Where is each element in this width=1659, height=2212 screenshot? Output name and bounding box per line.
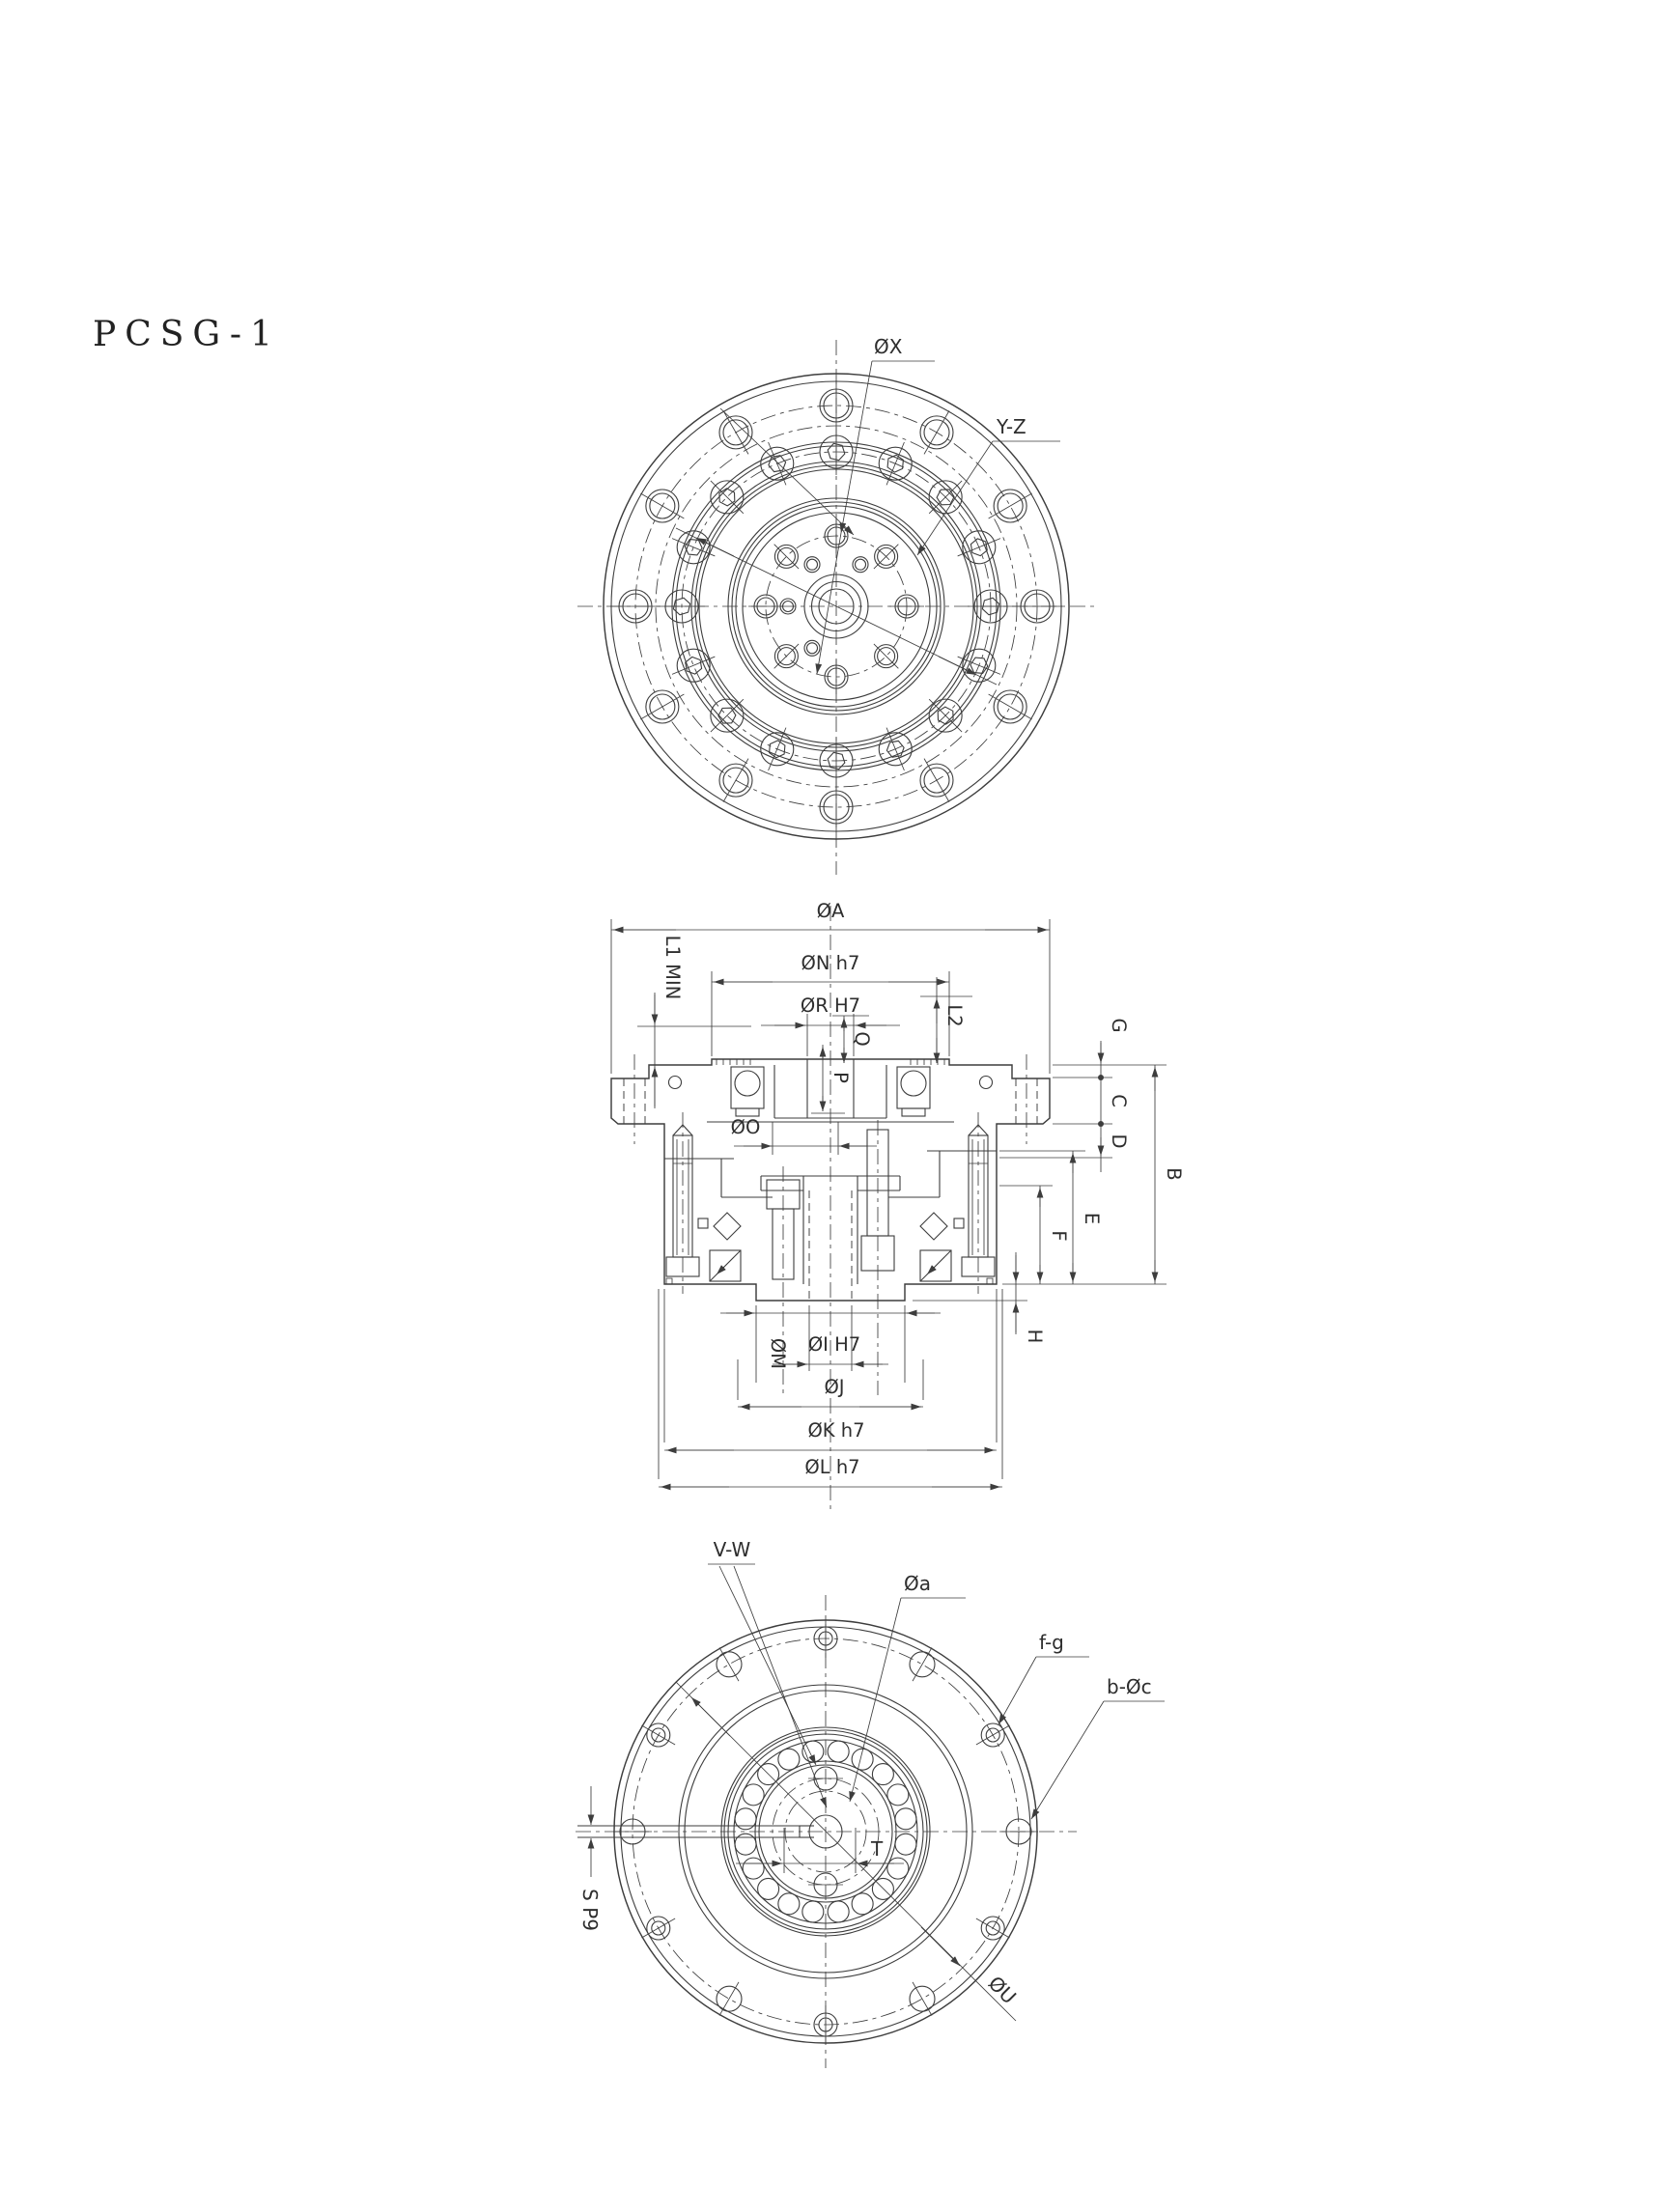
label-v-w: V-W [713,1538,751,1561]
hole-tick [989,493,1032,518]
hole-tick [913,1647,932,1681]
mounting-screw-right [962,1112,995,1294]
label-dia-small-a: Øa [904,1572,931,1595]
bolt-hole [807,559,818,570]
bearing-ball [758,1878,779,1899]
hole-tick [719,1647,739,1681]
bearing-ball [802,1901,824,1922]
dim-label-dia-a: ØA [816,900,845,922]
hole-tick [640,493,684,518]
dim-label-dia-l: ØL h7 [804,1456,860,1478]
cross-roller-left [698,1213,741,1281]
dim-label-dia-n: ØN h7 [801,952,860,974]
bearing-ball [735,1834,756,1855]
dim-label-c: C [1108,1094,1130,1107]
bolt-hole [807,643,818,654]
flange-hole-left [624,1054,645,1144]
dim-label-dia-r: ØR H7 [800,994,861,1017]
leader-dia-x [817,361,935,674]
dim-label-h: H [1024,1329,1046,1344]
dim-label-dia-k: ØK h7 [807,1419,865,1442]
dim-label-dia-m: ØM [767,1337,789,1370]
bearing-ball [778,1749,800,1770]
cross-roller-right [920,1213,964,1281]
hole-tick [924,759,949,802]
dim-label-f: F [1048,1230,1070,1242]
dim-label-dia-u: ØU [983,1971,1022,2009]
label-dia-x: ØX [874,335,903,358]
flange-hole-right [1016,1054,1037,1144]
dim-label-g: G [1108,1018,1130,1033]
dim-label-dia-o: ØO [730,1116,761,1138]
center-screw-right [861,1120,894,1395]
dim-label-s-p9: S P9 [578,1889,602,1931]
mounting-screw-left [666,1112,699,1294]
hole-tick [723,759,748,802]
bearing-ball [895,1808,916,1830]
leader-dia-small-a [850,1598,966,1802]
leader-f-g [998,1657,1089,1724]
bearing-ball [872,1764,893,1785]
dim-label-q: Q [851,1031,873,1047]
bearing-ball [887,1784,909,1806]
bearing-ball [743,1858,764,1879]
dim-label-dia-j: ØJ [824,1376,845,1398]
hole-tick [913,1982,932,2016]
dim-label-t: T [871,1837,884,1861]
label-y-z: Y-Z [997,415,1026,438]
bearing-ball [778,1893,800,1915]
bearing-ball [828,1741,849,1762]
hole-tick [924,410,949,454]
label-f-g: f-g [1039,1631,1064,1654]
bearing-ball [887,1858,909,1879]
leader-y-z [917,441,1060,555]
bearing-ball [743,1784,764,1806]
hole-tick [723,410,748,454]
section-view [611,900,1185,1511]
front-view [577,335,1097,875]
leader-b-dia-c [1031,1701,1165,1819]
bearing-ball [735,1808,756,1830]
label-b-dia-c: b-Øc [1107,1675,1152,1698]
dim-label-l2: L2 [943,1004,966,1027]
dim-label-b: B [1163,1167,1185,1181]
bearing-ball [828,1901,849,1922]
dim-label-e: E [1081,1212,1103,1225]
dim-label-dia-i: ØI H7 [807,1333,861,1356]
hole-tick [719,1982,739,2016]
ball-bearing-left [731,1067,764,1116]
hole-tick [989,694,1032,719]
hole-tick [640,694,684,719]
ball-bearing-right [897,1067,930,1116]
o-ring-right [980,1077,993,1089]
back-view [576,1538,1165,2068]
bearing-ball [895,1834,916,1855]
dim-label-d: D [1108,1134,1130,1149]
dim-label-p: P [830,1072,852,1083]
drawing-title: PCSG-1 [93,315,281,354]
bolt-hole [856,559,866,570]
o-ring-left [669,1077,682,1089]
dim-label-l1-min: L1 MIN [661,935,684,1000]
bearing-ball [852,1893,873,1915]
